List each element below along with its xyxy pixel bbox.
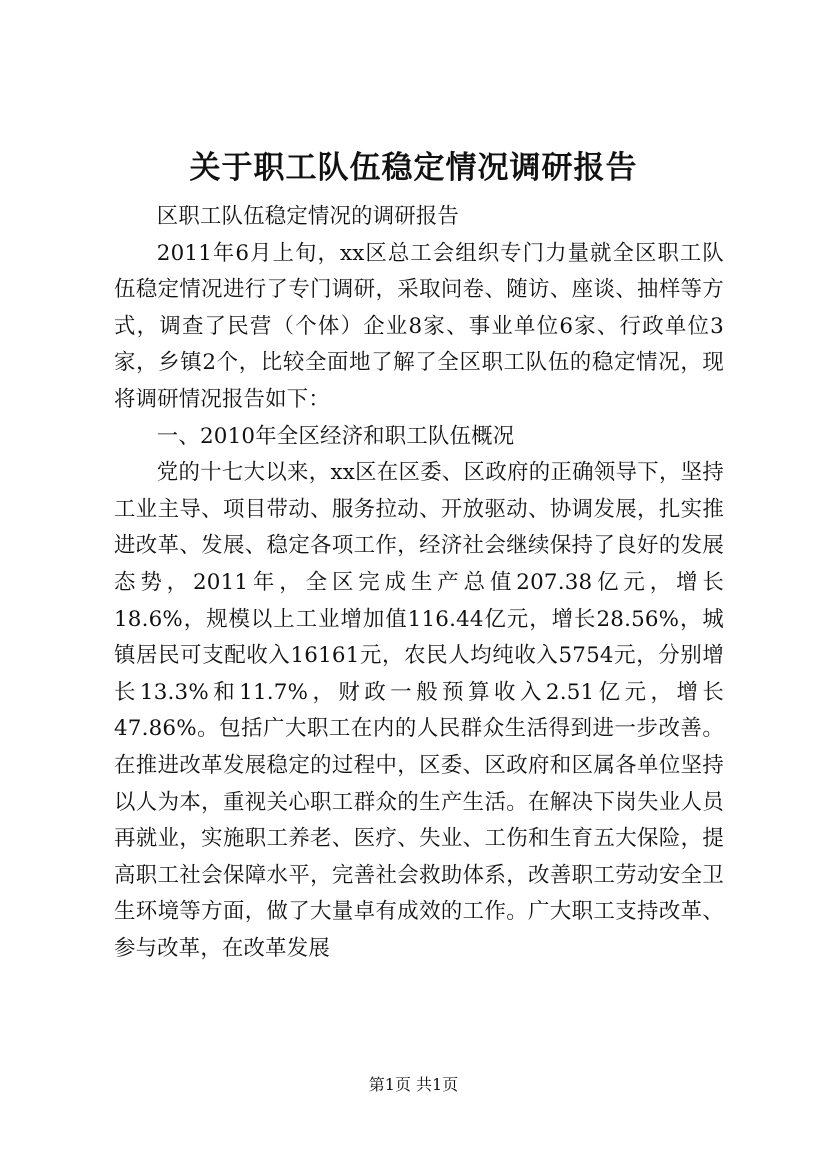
document-title: 关于职工队伍稳定情况调研报告 xyxy=(189,150,638,186)
paragraph-overview: 党的十七大以来，xx区在区委、区政府的正确领导下，坚持工业主导、项目带动、服务拉动、开放驱动、协调发展，扎实推进改革、发展、稳定各项工作，经济社会继续保持了良好的发展态势，2011年，全区完成生产总值207.38亿元，增长18.6%，规模以上工业增加值116.44亿元，增长28.56%，城镇居民可支配收入16161元，农民人均纯收入5754元，分别增长13.3%和11.7%，财政一般预算收入2.51亿元，增长47.86%。包括广大职工在内的人民群众生活得到进一步改善。在推进改革发展稳定的过程中，区委、区政府和区属各单位坚持以人为本，重视关心职工群众的生产生活。在解决下岗失业人员再就业，实施职工养老、医疗、失业、工伤和生育五大保险，提高职工社会保障水平，完善社会救助体系，改善职工劳动安全卫生环境等方面，做了大量卓有成效的工作。广大职工支持改革、参与改革，在改革发展 xyxy=(114,460,724,961)
section-heading: 一、2010年全区经济和职工队伍概况 xyxy=(156,423,515,449)
paragraph-intro: 2011年6月上旬，xx区总工会组织专门力量就全区职工队伍稳定情况进行了专门调研，采取问卷、随访、座谈、抽样等方式，调查了民营（个体）企业8家、事业单位6家、行政单位3家，乡镇2个，比较全面地了解了全区职工队伍的稳定情况，现将调研情况报告如下： xyxy=(114,240,724,412)
page-footer: 第1页 共1页 xyxy=(368,1075,459,1094)
paragraph-subtitle: 区职工队伍稳定情况的调研报告 xyxy=(156,204,460,229)
document-body xyxy=(114,199,724,967)
